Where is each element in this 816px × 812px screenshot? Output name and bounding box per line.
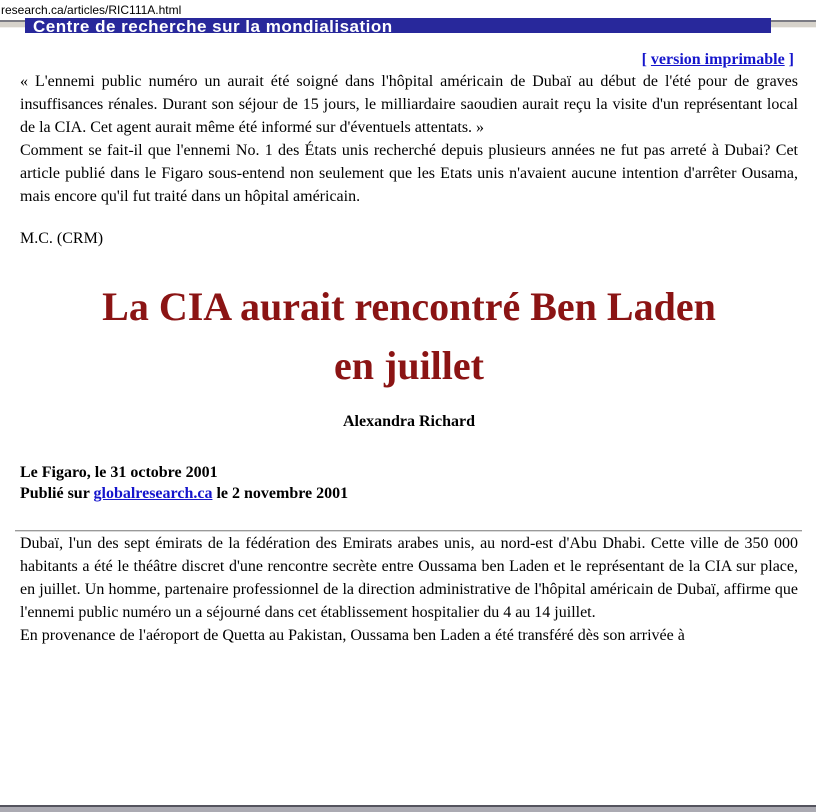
dubai-paragraph: Dubaï, l'un des sept émirats de la fédération des Emirats arabes unis, au nord-est d'Abu Dhabi. Cette ville de 350 000 habitants a été le théâtre discret d'une rencontre secrète entre Oussama ben Laden et le représentant de la CIA sur place, en juillet. Un homme, partenaire professionnel de la direction administrative de l'hôpital américain de Dubaï, affirme que l'ennemi public numéro un a séjourné dans cet établissement hospitalier du 4 au 14 juillet.	[20, 535, 798, 621]
quetta-paragraph: En provenance de l'aéroport de Quetta au Pakistan, Oussama ben Laden a été transféré dès son arrivée à	[20, 627, 685, 644]
source-published-prefix: Publié sur	[20, 485, 94, 502]
globalresearch-link[interactable]: globalresearch.ca	[93, 485, 213, 502]
source-published-suffix: le 2 novembre 2001	[212, 485, 349, 502]
site-banner	[25, 17, 771, 36]
comment-paragraph: Comment se fait-il que l'ennemi No. 1 des États unis recherché depuis plusieurs années ne fut pas arreté à Dubai? Cet article publié dans le Figaro sous-entend non seulement que les Etats unis n'avaient aucune intention d'arrêter Ousama, mais encore qu'il fut traité dans un hôpital américain.	[20, 142, 798, 205]
print-version-line	[20, 50, 794, 70]
source-line-figaro: Le Figaro, le 31 octobre 2001	[20, 464, 218, 481]
print-link-close-bracket: ]	[784, 51, 794, 68]
editor-byline: M.C. (CRM)	[20, 230, 104, 247]
source-line-published	[20, 483, 798, 504]
quote-paragraph: « L'ennemi public numéro un aurait été soigné dans l'hôpital américain de Dubaï au début de l'été pour de graves insuffisances rénales. Durant son séjour de 15 jours, le milliardaire saoudien aurait reçu la visite d'un représentant local de la CIA. Cet agent aurait même été informé sur d'éventuels attentats. »	[20, 73, 798, 136]
site-banner-title: Centre de recherche sur la mondialisation	[33, 17, 393, 36]
print-link-open-bracket: [	[641, 51, 651, 68]
source-block	[20, 462, 798, 504]
article-author: Alexandra Richard	[343, 413, 475, 430]
article-title: La CIA aurait rencontré Ben Laden en juillet	[102, 284, 716, 388]
article-page	[0, 18, 816, 647]
printable-version-link[interactable]: version imprimable	[650, 51, 785, 68]
window-bottom-border	[0, 805, 816, 812]
address-url[interactable]: research.ca/articles/RIC111A.html	[1, 3, 182, 17]
